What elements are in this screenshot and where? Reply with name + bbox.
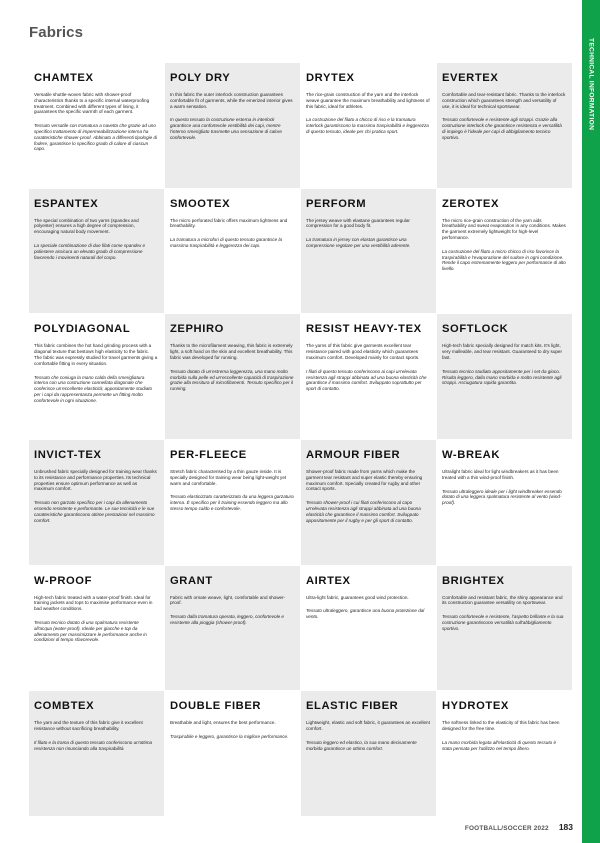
fabric-description-en: Ultralight fabric ideal for light windbreakers as it has been treated with a thin wind-proof finish.	[442, 468, 559, 480]
fabric-name: CHAMTEX	[34, 72, 94, 84]
fabric-description-en: The jersey weave with elastane guarantees regular compression for a good body fit.	[306, 217, 410, 229]
fabric-description-it: Tessuto che coniuga la mano calda della smerigliatura interna con una costruzione cannellata diagonale che conferisce un'eccellente elasticità; appositamente studiato per i capi da rappresentanza permette un fitting molto confortevole in ogni situazione.	[34, 374, 153, 403]
fabric-description-en: Breathable and light, ensures the best performance.	[170, 720, 276, 726]
fabric-name: W-BREAK	[442, 448, 501, 461]
fabric-card	[165, 440, 301, 566]
fabric-description-it: Tessuto shower-proof i cui filati conferiscono al capo un'elevata resistenza agli strappi abbinata ad una buona elasticità che garantisce il massimo comfort. Sviluppato appositamente per il rugby e per gli sport di contatto.	[306, 500, 421, 523]
fabric-description-en: Stretch fabric characterised by a thin gauze inside. It is specially designed for training wear being light-weight yet warm and comfortable.	[170, 468, 287, 486]
fabric-description-en: The micro perforated fabric offers maximum lightness and breathability.	[170, 217, 288, 229]
fabric-name: DOUBLE FIBER	[170, 700, 262, 713]
fabric-description-it: In questo tessuto la costruzione esterna in interlock garantisce una confortevole vestibilità dei capi, mentre l'interno smerigliato trasmette una sensazione di calore confortevole.	[170, 117, 282, 140]
fabric-name: ELASTIC FIBER	[306, 700, 399, 713]
fabric-card	[165, 314, 301, 440]
fabric-description-en: The special combination of two yarns (spandex and polyester) ensures a high degree of compression, encouraging natural body movement.	[34, 217, 139, 235]
fabric-description-it: La costruzione del filato a chicco di riso e la tramatura interlock garantiscono la massima traspirabilità e leggerezza di questo tessuto, ideale per chi pratica sport.	[306, 117, 429, 134]
fabric-description-en: High-tech fabric specially designed for match kits. It's light, very malleable, and tear resistant. Guaranteed to dry super fast.	[442, 343, 563, 360]
fabric-description-it: Tessuto leggero ed elastico, la sua mano decisamente morbida garantisce un ottimo comfort.	[306, 739, 417, 751]
fabric-card	[437, 314, 573, 440]
fabric-description-it: Tessuto confortevole e resistente, l'aspetto brillante e la sua costruzione garantiscono versatilità sull'abbigliamento sportivo.	[442, 614, 564, 631]
fabric-card	[301, 63, 437, 189]
fabric-name: POLYDIAGONAL	[34, 323, 131, 336]
fabric-description-en: Ultra-light fabric, guarantees good wind protection.	[306, 594, 409, 600]
fabric-description-it: Tessuto non garzato specifico per i capi da allenamento essendo resistente e performante. Le sue tecnicità e le sue caratteristiche garantiscono ottime prestazioni nel massimo comfort.	[34, 500, 155, 523]
fabric-name: PERFORM	[306, 197, 367, 210]
page-number: 183	[558, 822, 573, 832]
fabric-name: COMBTEX	[34, 700, 95, 713]
fabric-name: DRYTEX	[306, 72, 355, 84]
fabric-description-it: Tessuto confortevole e resistente agli strappi. Grazie alla costruzione interlock che garantisce resistenza e versatilità di impiego è l'ideale per capi di abbigliamento tecnico sportivo.	[442, 117, 562, 140]
fabric-description-it: La speciale combinazione di due filati come spandex e poliestere assicura un elevato grado di compressione favorendo i movimenti naturali del corpo.	[34, 243, 146, 260]
fabric-name: POLY DRY	[170, 72, 231, 84]
fabric-card	[165, 63, 301, 189]
fabric-name: HYDROTEX	[442, 700, 509, 713]
fabric-card	[437, 440, 573, 566]
fabric-name: ESPANTEX	[34, 197, 99, 210]
fabric-card	[301, 691, 437, 817]
fabric-description-it: La tramatura a microfori di questo tessuto garantisce la massima traspirabilità e leggerezza dei capi.	[170, 237, 283, 249]
fabric-description-it: Tessuto tecnico dotato di una spalmatura resistente all'acqua (water-proof). Ideale per giacche e top da allenamento per massimizzare le performance anche in condizioni di tempo sfavorevole.	[34, 620, 147, 643]
fabric-description-it: La tramatura in jersey con elastan garantisce una compressione regolare per una vestibilità aderente.	[306, 237, 411, 249]
fabric-description-en: The micro rice-grain construction of the yarn aids breathability and sweat evaporation in any conditions. Makes the garment extremely lightweight for high-level performance.	[442, 217, 566, 241]
fabric-name: SMOOTEX	[170, 197, 231, 210]
fabric-description-it: Tessuto elasticizzato caratterizzato da una leggera garzatura interna. È specifico per il training essendo leggero ma allo stesso tempo caldo e confortevole.	[170, 494, 294, 511]
fabric-description-en: Comfortable and tear-resistant fabric. Thanks to the interlock construction which guarantees strength and versatility of use, it is ideal for technical sportswear.	[442, 92, 566, 109]
fabric-description-it: Tessuto ultraleggero ideale per i light windbreaker essendo dotato di una leggera spalmatura resistente al vento (wind-proof).	[442, 488, 562, 506]
fabric-description-en: The yarn and the texture of this fabric give it excellent resistance without sacrificing breathability.	[34, 720, 143, 732]
fabric-description-it: La costruzione del filato a micro chicco di riso favorisce la traspirabilità e l'evaporazione del sudore in ogni condizione. Rende il capo estremamente leggero per performance di alto livello.	[442, 248, 566, 272]
fabric-name: ARMOUR FIBER	[306, 448, 401, 461]
fabric-description-en: Versatile shuttle-woven fabric with shower-proof characteristics thanks to a specific internal waterproofing treatment. Combined with different types of lining, it guarantees the specific warmth of each garment.	[34, 92, 150, 115]
fabric-card	[29, 440, 165, 566]
fabric-card	[29, 63, 165, 189]
fabric-card	[437, 189, 573, 315]
side-tab-label-wrap	[582, 14, 600, 154]
fabric-description-it: Il filato e la trama di questo tessuto conferiscono un'ottima resistenza non rinunciando alla traspirabilità.	[34, 739, 153, 751]
fabric-name: EVERTEX	[442, 72, 499, 84]
fabric-description-it: Tessuto ultraleggero, garantisce una buona protezione dal vento.	[306, 608, 425, 620]
fabric-card	[301, 566, 437, 692]
fabric-card	[437, 566, 573, 692]
side-tab-label: TECHNICAL INFORMATION	[587, 37, 595, 131]
fabric-name: ZEPHIRO	[170, 323, 224, 336]
fabric-card	[301, 189, 437, 315]
fabric-card	[29, 189, 165, 315]
page-footer	[400, 822, 573, 834]
fabric-description-it: Tessuto dotato di un'estrema leggerezza, una mano molto morbida sulla pelle ed un'eccellente capacità di traspirazione grazie alla tessitura di microfilamenti. Tessuto specifico per il running.	[170, 368, 294, 392]
fabric-name: RESIST HEAVY-TEX	[306, 323, 422, 336]
fabric-description-it: Traspirabile e leggero, garantisce la migliore performance.	[170, 734, 289, 740]
fabric-card	[437, 691, 573, 817]
fabric-description-en: This fabric combines the hot hand grinding process with a diagonal texture that bestows high elasticity to the fabric. The fabric was expressly studied for travel garments giving a comfortable fitting in every situation.	[34, 343, 158, 366]
fabric-description-it: Tessuto dalla tramatura operata, leggero, confortevole e resistente alla pioggia (shower-proof).	[170, 614, 284, 626]
fabric-card	[29, 691, 165, 817]
fabric-card	[165, 566, 301, 692]
footer-label: FOOTBALL/SOCCER 2022	[464, 825, 549, 832]
fabric-card	[165, 189, 301, 315]
fabric-name: SOFTLOCK	[442, 323, 509, 336]
fabric-description-it: La mano morbida legata all'elasticità di questo tessuto è stata pensata per l'utilizzo nel tempo libero.	[442, 739, 557, 751]
fabric-description-en: Fabric with ornate weave, light, comfortable and shower-proof.	[170, 594, 286, 606]
fabric-card	[301, 440, 437, 566]
fabric-card	[29, 314, 165, 440]
fabric-name: ZEROTEX	[442, 197, 500, 210]
fabric-name: GRANT	[170, 574, 213, 587]
fabric-description-it: Tessuto versatile con tramatura a navetta che grazie ad uno specifico trattamento di impermeabilizzazione interna ha caratteristiche shower-proof. Abbinato a differenti tipologie di fodere, garantisce lo specifico grado di calore di ciascun capo.	[34, 123, 158, 152]
fabric-description-en: The rice-grain construction of the yarn and the interlock weave guarantee the maximum breathability and lightness of this fabric, ideal for athletes.	[306, 92, 430, 109]
fabric-name: W-PROOF	[34, 574, 93, 587]
fabric-card	[29, 566, 165, 692]
fabric-card	[437, 63, 573, 189]
fabric-name: BRIGHTEX	[442, 574, 505, 587]
fabric-description-en: Shower-proof fabric made from yarns which make the garment tear resistant and super elastic thereby ensuring maximum comfort. Specially created for rugby and other contact sports.	[306, 468, 423, 492]
fabric-description-en: In this fabric the outer interlock construction guarantees comfortable fit of garments, while the emerized interior gives a warm sensation.	[170, 92, 293, 109]
page-title: Fabrics	[29, 24, 84, 41]
fabric-name: PER-FLEECE	[170, 448, 247, 461]
fabric-card	[301, 314, 437, 440]
fabric-description-it: I filati di questo tessuto conferiscono ai capi un'elevata resistenza agli strappi abbinata ad una buona elasticità che garantisce il massimo comfort. Sviluppato soprattutto per sport di contatto.	[306, 368, 427, 392]
fabric-grid	[29, 63, 573, 817]
fabric-description-en: The softness linked to the elasticity of this fabric has been designed for the free time.	[442, 720, 560, 732]
fabric-description-en: High-tech fabric treated with a water-proof finish. Ideal for training jackets and tops to maximise performance even in bad weather conditions.	[34, 594, 153, 612]
fabric-description-en: Comfortable and resistant fabric, the shiny appearance and its construction guarantee versatility on sportswear.	[442, 594, 563, 606]
fabric-description-en: The yarns of this fabric give garments excellent tear resistance paired with good elasticity which guarantees maximum comfort. Developed mainly for contact sports.	[306, 343, 420, 360]
fabric-card	[165, 691, 301, 817]
fabric-description-en: Unbrushed fabric specially designed for training wear thanks to its resistance and performance properties. Its technical properties ensure optimum performance as well as maximum comfort.	[34, 468, 157, 492]
fabric-description-it: Tessuto tecnico studiato appositamente per i set da gioco. Risulta leggero, dalla mano morbida e molto resistente agli strappi. Asciugatura rapida garantita.	[442, 368, 562, 386]
fabric-name: INVICT-TEX	[34, 448, 102, 461]
fabric-description-en: Thanks to the microfilament weaving, this fabric is extremely light, a soft hand on the skin and excellent breathability. This fabric was developed for running.	[170, 343, 293, 360]
fabric-name: AIRTEX	[306, 574, 351, 587]
fabric-description-en: Lightweight, elastic and soft fabric, it guarantees an excellent comfort.	[306, 720, 430, 732]
